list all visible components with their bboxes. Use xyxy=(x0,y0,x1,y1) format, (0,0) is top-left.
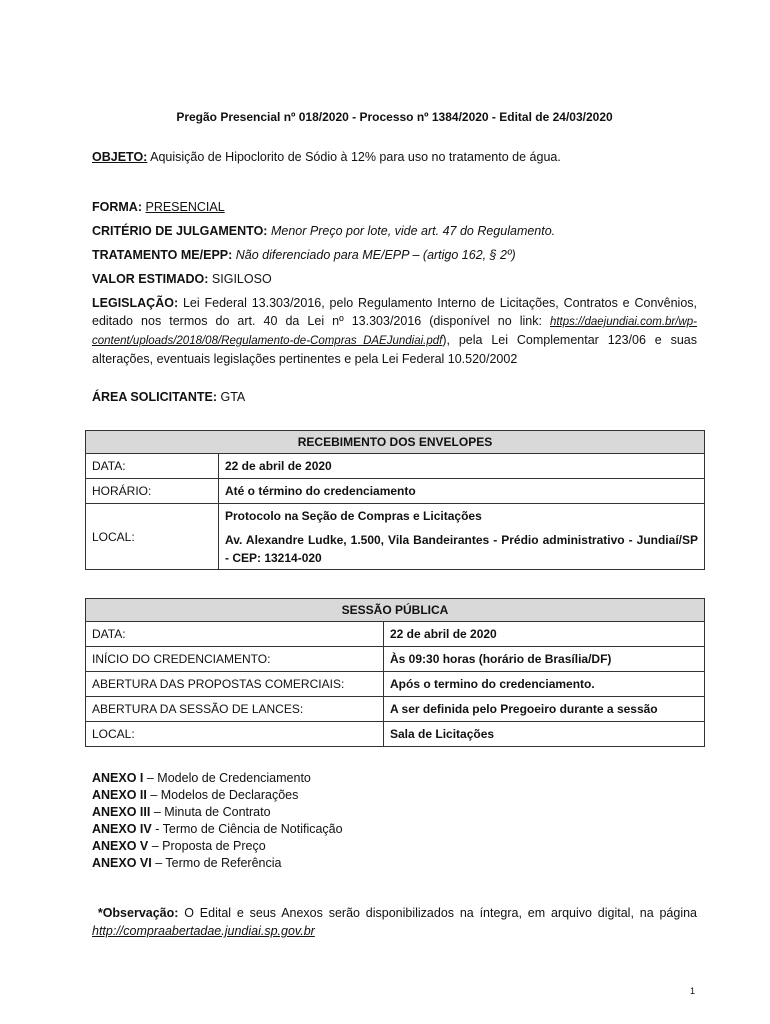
recebimento-table xyxy=(85,430,705,570)
recebimento-horario-value: Até o término do credenciamento xyxy=(219,479,705,504)
observacao-link[interactable]: http://compraabertadae.jundiai.sp.gov.br xyxy=(92,924,315,938)
anexo-text: – Modelo de Credenciamento xyxy=(143,771,311,785)
forma-line xyxy=(92,198,697,216)
criterio-line xyxy=(92,222,697,240)
recebimento-data-value: 22 de abril de 2020 xyxy=(219,454,705,479)
table-row xyxy=(86,647,705,672)
sessao-table xyxy=(85,598,705,747)
sessao-row-value: 22 de abril de 2020 xyxy=(384,622,705,647)
criterio-label: CRITÉRIO DE JULGAMENTO: xyxy=(92,224,268,238)
sessao-row-label: ABERTURA DAS PROPOSTAS COMERCIAIS: xyxy=(86,672,384,697)
list-item xyxy=(92,804,343,821)
anexo-text: - Termo de Ciência de Notificação xyxy=(151,822,343,836)
legislacao-link[interactable]: https://daejundiai.com.br/wp-content/uploads/2018/08/Regulamento-de-Compras_DAEJundiai.pdf xyxy=(92,316,697,347)
recebimento-horario-label: HORÁRIO: xyxy=(86,479,219,504)
table-row xyxy=(86,622,705,647)
sessao-row-label: INÍCIO DO CREDENCIAMENTO: xyxy=(86,647,384,672)
anexo-text: – Proposta de Preço xyxy=(148,839,266,853)
anexo-text: – Minuta de Contrato xyxy=(150,805,271,819)
forma-value: PRESENCIAL xyxy=(145,200,225,214)
criterio-value: Menor Preço por lote, vide art. 47 do Regulamento. xyxy=(270,224,556,238)
objeto-text: Aquisição de Hipoclorito de Sódio à 12% para uso no tratamento de água. xyxy=(147,150,561,164)
tratamento-value: Não diferenciado para ME/EPP – (artigo 162, § 2º) xyxy=(235,248,516,262)
list-item xyxy=(92,770,343,787)
recebimento-local-value2: Av. Alexandre Ludke, 1.500, Vila Bandeirantes - Prédio administrativo - Jundiaí/SP - CEP: 13214-020 xyxy=(225,533,698,565)
tratamento-label: TRATAMENTO ME/EPP: xyxy=(92,248,233,262)
sessao-row-label: ABERTURA DA SESSÃO DE LANCES: xyxy=(86,697,384,722)
recebimento-data-label: DATA: xyxy=(86,454,219,479)
list-item xyxy=(92,821,343,838)
anexo-label: ANEXO V xyxy=(92,839,149,853)
sessao-header: SESSÃO PÚBLICA xyxy=(86,599,705,622)
document-title: Pregão Presencial nº 018/2020 - Processo nº 1384/2020 - Edital de 24/03/2020 xyxy=(176,110,613,124)
sessao-row-value: Às 09:30 horas (horário de Brasília/DF) xyxy=(384,647,705,672)
anexo-label: ANEXO III xyxy=(92,805,151,819)
anexo-label: ANEXO II xyxy=(92,788,147,802)
legislacao-paragraph xyxy=(92,294,697,368)
anexo-text: – Termo de Referência xyxy=(151,856,282,870)
legislacao-label: LEGISLAÇÃO: xyxy=(92,296,179,310)
valor-value: SIGILOSO xyxy=(211,272,272,286)
list-item xyxy=(92,855,343,872)
legislacao-text1: Lei Federal 13.303/2016, pelo Regulamento Interno de Licitações, Contratos e Convênios, editado nos termos do art. 40 da Lei nº 13.303/2016 (disponível no link: xyxy=(92,296,697,328)
sessao-row-value: A ser definida pelo Pregoeiro durante a sessão xyxy=(384,697,705,722)
list-item xyxy=(92,787,343,804)
page-number: 1 xyxy=(690,986,696,996)
valor-line xyxy=(92,270,697,288)
recebimento-header: RECEBIMENTO DOS ENVELOPES xyxy=(86,431,705,454)
anexo-label: ANEXO IV xyxy=(92,822,152,836)
legislacao-text2: ), pela Lei Complementar 123/06 e suas alterações, eventuais legislações pertinentes e pela Lei Federal 10.520/2002 xyxy=(92,333,697,366)
observacao-paragraph xyxy=(92,904,697,940)
forma-label: FORMA: xyxy=(92,200,142,214)
table-row xyxy=(86,697,705,722)
sessao-row-value: Sala de Licitações xyxy=(384,722,705,747)
sessao-row-label: DATA: xyxy=(86,622,384,647)
sessao-row-label: LOCAL: xyxy=(86,722,384,747)
area-value: GTA xyxy=(220,390,246,404)
anexo-label: ANEXO VI xyxy=(92,856,152,870)
table-row xyxy=(86,722,705,747)
list-item xyxy=(92,838,343,855)
tratamento-line xyxy=(92,246,697,264)
observacao-text: O Edital e seus Anexos serão disponibilizados na íntegra, em arquivo digital, na página xyxy=(178,906,697,920)
recebimento-local-value1: Protocolo na Seção de Compras e Licitações xyxy=(225,509,482,523)
valor-label: VALOR ESTIMADO: xyxy=(92,272,209,286)
area-line xyxy=(92,388,697,406)
objeto-label: OBJETO: xyxy=(92,150,148,164)
anexo-text: – Modelos de Declarações xyxy=(146,788,299,802)
anexos-list xyxy=(92,770,343,872)
observacao-label: *Observação: xyxy=(97,906,179,920)
sessao-row-value: Após o termino do credenciamento. xyxy=(384,672,705,697)
area-label: ÁREA SOLICITANTE: xyxy=(92,390,217,404)
recebimento-local-cell xyxy=(219,504,705,570)
objeto-line xyxy=(92,148,697,166)
table-row xyxy=(86,672,705,697)
recebimento-local-label: LOCAL: xyxy=(86,504,219,570)
anexo-label: ANEXO I xyxy=(92,771,144,785)
